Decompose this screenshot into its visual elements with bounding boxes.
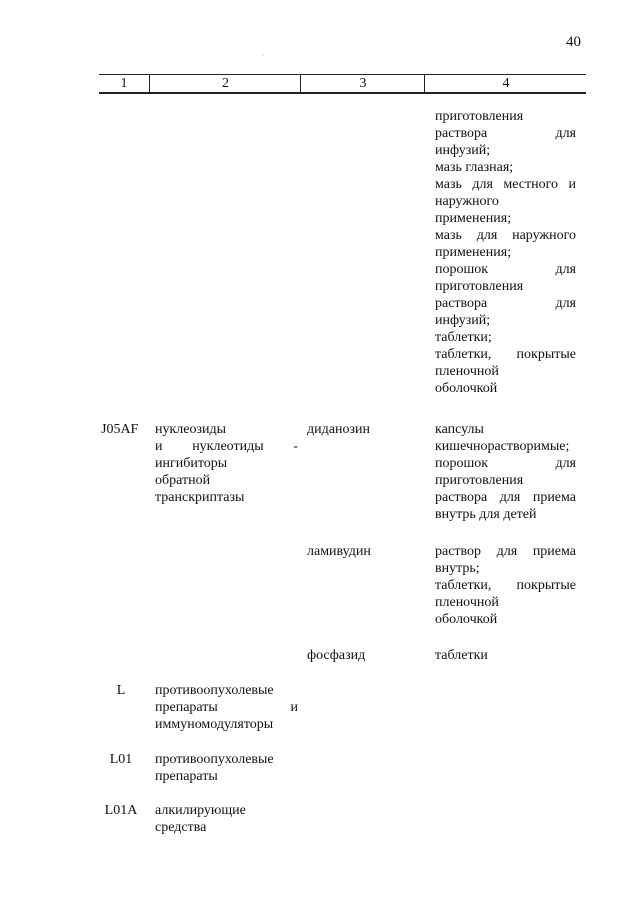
form-line: приготовления <box>435 473 524 488</box>
table-header-row <box>99 74 586 93</box>
form-line: мазь для наружного <box>435 228 576 243</box>
form-line: таблетки <box>435 648 488 663</box>
form-line: раствора для <box>435 126 576 141</box>
group-line: нуклеозиды <box>155 422 227 437</box>
atc-group-name <box>155 802 298 836</box>
form-line: наружного <box>435 194 499 209</box>
form-line: внутрь; <box>435 561 480 576</box>
atc-code-text: L01 <box>109 752 133 767</box>
atc-code-text: J05AF <box>101 422 139 437</box>
group-line: препараты и <box>155 700 298 715</box>
form-line: пленочной <box>435 595 499 610</box>
group-line: противоопухолевые <box>155 752 274 767</box>
form-line: таблетки, покрытые <box>435 347 576 362</box>
drug-name-text: фосфазид <box>307 648 366 663</box>
group-line: препараты <box>155 769 218 784</box>
form-line: приготовления <box>435 109 524 124</box>
drug-name <box>307 543 417 560</box>
atc-group-name <box>155 421 298 506</box>
form-line: порошок для <box>435 262 576 277</box>
header-col-3: 3 <box>300 75 425 92</box>
atc-group-name <box>155 751 298 785</box>
form-line: порошок для <box>435 456 576 471</box>
group-line: и нуклеотиды - <box>155 439 298 454</box>
drug-name-text: диданозин <box>307 422 370 437</box>
form-line: внутрь для детей <box>435 507 537 522</box>
atc-code <box>101 421 138 438</box>
header-rule <box>99 93 586 94</box>
form-line: раствора для <box>435 296 576 311</box>
form-line: приготовления <box>435 279 524 294</box>
group-line: средства <box>155 820 207 835</box>
form-line: применения; <box>435 245 512 260</box>
scan-dot: . <box>263 52 265 58</box>
atc-code <box>101 802 141 819</box>
atc-group-name <box>155 682 298 733</box>
form-line: оболочкой <box>435 612 498 627</box>
atc-code-text: L01A <box>104 803 138 818</box>
form-line: таблетки, покрытые <box>435 578 576 593</box>
form-line: раствор для приема <box>435 544 576 559</box>
form-line: применения; <box>435 211 512 226</box>
form-line: кишечнорастворимые; <box>435 439 570 454</box>
form-line: инфузий; <box>435 313 491 328</box>
header-col-1: 1 <box>120 76 128 91</box>
form-line: капсулы <box>435 422 484 437</box>
drug-forms <box>435 647 576 664</box>
group-line: противоопухолевые <box>155 683 274 698</box>
drug-name <box>307 421 417 438</box>
form-line: пленочной <box>435 364 499 379</box>
atc-code-text: L <box>116 683 126 698</box>
form-line: оболочкой <box>435 381 498 396</box>
page-number: 40 <box>566 34 581 50</box>
group-line: транскриптазы <box>155 490 245 505</box>
header-col-4: 4 <box>424 75 587 92</box>
form-line: таблетки; <box>435 330 492 345</box>
form-line: мазь для местного и <box>435 177 576 192</box>
group-line: иммуномодуляторы <box>155 717 274 732</box>
drug-forms <box>435 543 576 628</box>
header-col-2: 2 <box>149 75 301 92</box>
group-line: ингибиторы <box>155 456 228 471</box>
form-line: мазь глазная; <box>435 160 514 175</box>
continuation-forms <box>435 108 576 397</box>
form-line: инфузий; <box>435 143 491 158</box>
form-line: раствора для приема <box>435 490 576 505</box>
drug-name-text: ламивудин <box>307 544 371 559</box>
atc-code <box>101 682 141 699</box>
group-line: алкилирующие <box>155 803 246 818</box>
group-line: обратной <box>155 473 211 488</box>
drug-name <box>307 647 417 664</box>
drug-forms <box>435 421 576 523</box>
atc-code <box>101 751 141 768</box>
